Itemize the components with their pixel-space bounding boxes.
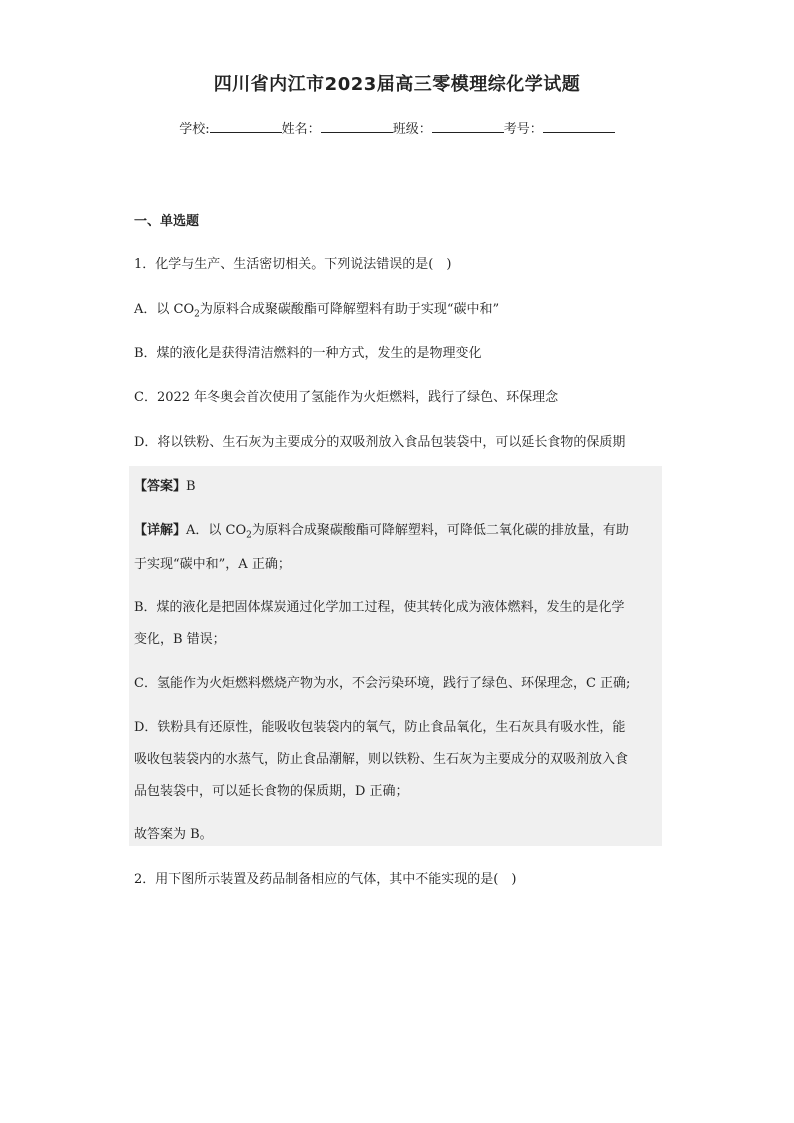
detail-line-b1: B．煤的液化是把固体煤炭通过化学加工过程，使其转化成为液体燃料，发生的是化学 bbox=[134, 600, 625, 615]
question-1-option-a bbox=[134, 298, 499, 320]
detail-line-a2: 于实现“碳中和”，A 正确； bbox=[134, 557, 291, 572]
class-label: 班级： bbox=[392, 122, 432, 137]
class-blank[interactable] bbox=[432, 120, 504, 133]
question-1-stem: 1．化学与生产、生活密切相关。下列说法错误的是( ) bbox=[134, 257, 452, 272]
answer-label: 【答案】 bbox=[134, 479, 187, 494]
detail-line-b2: 变化，B 错误； bbox=[134, 632, 226, 647]
answer-line bbox=[134, 475, 196, 494]
exam-no-blank[interactable] bbox=[543, 120, 615, 133]
question-1-option-c: C．2022 年冬奥会首次使用了氢能作为火炬燃料，践行了绿色、环保理念 bbox=[134, 390, 559, 405]
option-a-text: A．以 CO bbox=[134, 302, 195, 317]
page-title: 四川省内江市2023届高三零模理综化学试题 bbox=[213, 74, 581, 95]
name-label: 姓名： bbox=[281, 122, 321, 137]
detail-a-subscript: 2 bbox=[246, 530, 252, 541]
question-1-option-b: B．煤的液化是获得清洁燃料的一种方式，发生的是物理变化 bbox=[134, 346, 482, 361]
answer-value: B bbox=[186, 479, 196, 494]
detail-line-d2: 吸收包装袋内的水蒸气，防止食品潮解，则以铁粉、生石灰为主要成分的双吸剂放入食 bbox=[134, 752, 629, 767]
question-1-option-d: D．将以铁粉、生石灰为主要成分的双吸剂放入食品包装袋中，可以延长食物的保质期 bbox=[134, 435, 626, 450]
student-info-line bbox=[0, 118, 794, 137]
option-a-subscript: 2 bbox=[194, 309, 200, 320]
name-blank[interactable] bbox=[321, 120, 393, 133]
section-title: 一、单选题 bbox=[134, 214, 200, 229]
detail-line-c: C．氢能作为火炬燃料燃烧产物为水，不会污染环境，践行了绿色、环保理念，C 正确; bbox=[134, 676, 631, 691]
detail-a-text-rest: 为原料合成聚碳酸酯可降解塑料，可降低二氧化碳的排放量，有助 bbox=[251, 523, 629, 538]
conclusion-line: 故答案为 B。 bbox=[134, 827, 213, 842]
detail-a-text: A．以 CO bbox=[186, 523, 247, 538]
question-2-stem: 2．用下图所示装置及药品制备相应的气体，其中不能实现的是( ) bbox=[134, 872, 517, 887]
option-a-text-rest: 为原料合成聚碳酸酯可降解塑料有助于实现“碳中和” bbox=[199, 302, 500, 317]
school-blank[interactable] bbox=[210, 120, 282, 133]
detail-label: 【详解】 bbox=[134, 523, 187, 538]
detail-line-a1 bbox=[134, 519, 629, 541]
detail-line-d3: 品包装袋中，可以延长食物的保质期，D 正确； bbox=[134, 784, 409, 799]
detail-line-d1: D．铁粉具有还原性，能吸收包装袋内的氧气，防止食品氧化，生石灰具有吸水性，能 bbox=[134, 720, 626, 735]
exam-no-label: 考号： bbox=[503, 122, 543, 137]
school-label: 学校: bbox=[179, 122, 210, 137]
